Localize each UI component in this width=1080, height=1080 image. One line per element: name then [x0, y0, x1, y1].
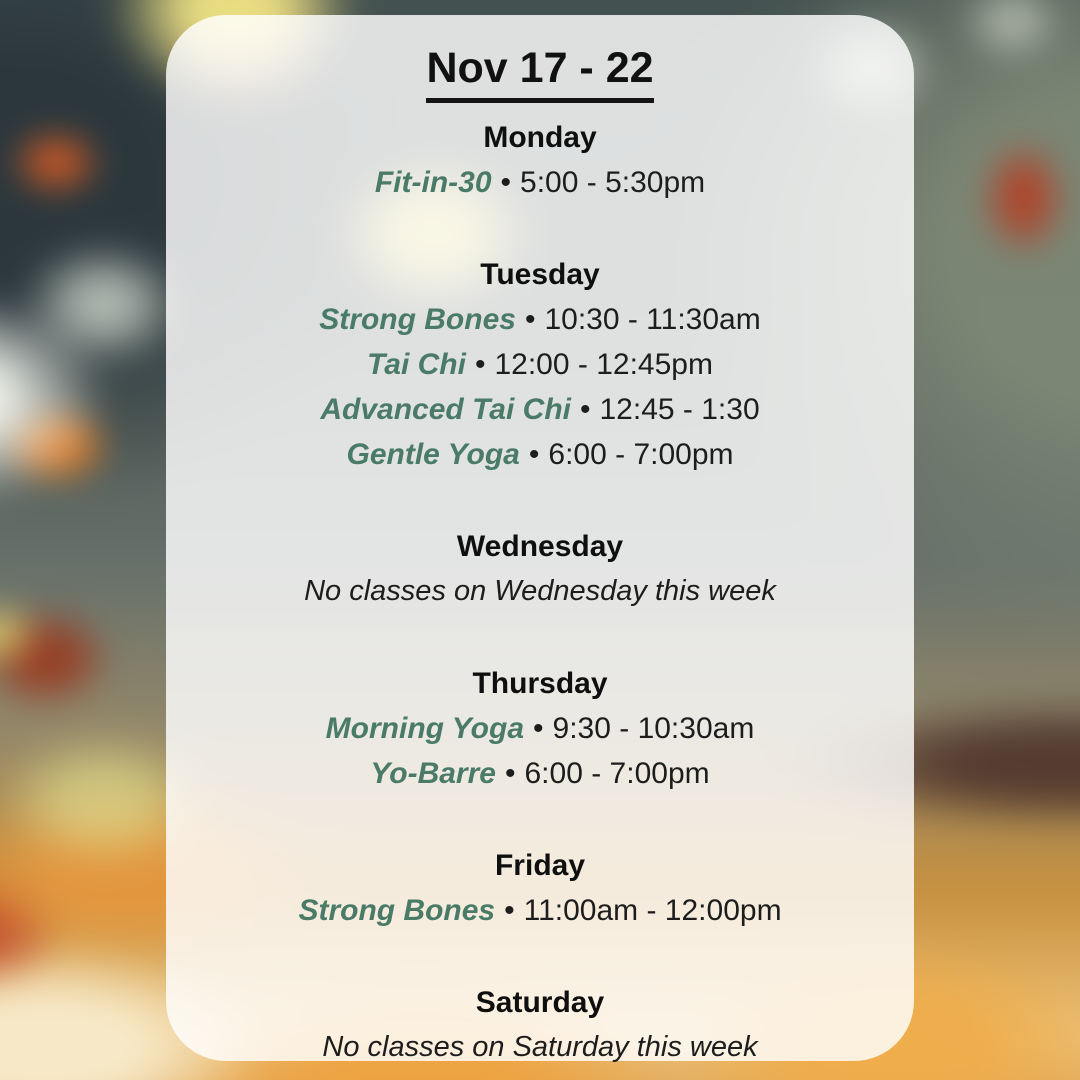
class-name: Yo-Barre: [370, 757, 496, 790]
no-class-note: No classes on Wednesday this week: [304, 575, 776, 607]
day-section-friday: [166, 843, 914, 933]
class-entry: [166, 342, 914, 387]
class-name: Strong Bones: [319, 303, 516, 336]
day-header: Friday: [494, 849, 586, 882]
bullet-separator: •: [504, 894, 515, 927]
class-entry: [166, 751, 914, 796]
class-name: Morning Yoga: [325, 712, 524, 745]
day-header: Saturday: [475, 986, 605, 1019]
class-entry: [166, 387, 914, 432]
no-class-note: No classes on Saturday this week: [322, 1031, 758, 1063]
schedule-card: [166, 15, 914, 1061]
day-section-wednesday: [166, 524, 914, 614]
class-entry: [166, 432, 914, 477]
day-section-saturday: [166, 980, 914, 1070]
schedule-list: [166, 115, 914, 1070]
bullet-separator: •: [579, 393, 591, 426]
class-time: 12:00 - 12:45pm: [494, 348, 713, 381]
day-header: Thursday: [472, 667, 608, 700]
class-time: 5:00 - 5:30pm: [520, 166, 706, 199]
class-time: 12:45 - 1:30: [599, 393, 760, 426]
class-name: Fit-in-30: [374, 166, 492, 199]
bullet-separator: •: [524, 303, 536, 336]
bullet-separator: •: [504, 757, 516, 790]
day-section-thursday: [166, 661, 914, 796]
class-time: 11:00am - 12:00pm: [523, 894, 782, 927]
bullet-separator: •: [474, 348, 486, 381]
class-name: Tai Chi: [367, 348, 466, 381]
class-entry: [166, 297, 914, 342]
class-time: 10:30 - 11:30am: [544, 303, 761, 336]
day-header: Wednesday: [456, 530, 624, 563]
class-name: Strong Bones: [298, 894, 496, 927]
day-header: Tuesday: [480, 258, 600, 291]
class-name: Gentle Yoga: [346, 438, 520, 471]
class-entry: [166, 888, 914, 933]
day-header: Monday: [483, 121, 597, 154]
class-time: 6:00 - 7:00pm: [524, 757, 710, 790]
bullet-separator: •: [500, 166, 512, 199]
class-time: 6:00 - 7:00pm: [548, 438, 734, 471]
day-section-monday: [166, 115, 914, 205]
page-title: Nov 17 - 22: [426, 41, 653, 103]
day-section-tuesday: [166, 252, 914, 477]
class-entry: [166, 160, 914, 205]
bullet-separator: •: [533, 712, 544, 745]
class-time: 9:30 - 10:30am: [552, 712, 755, 745]
bullet-separator: •: [528, 438, 540, 471]
class-name: Advanced Tai Chi: [320, 393, 571, 426]
class-entry: [166, 706, 914, 751]
